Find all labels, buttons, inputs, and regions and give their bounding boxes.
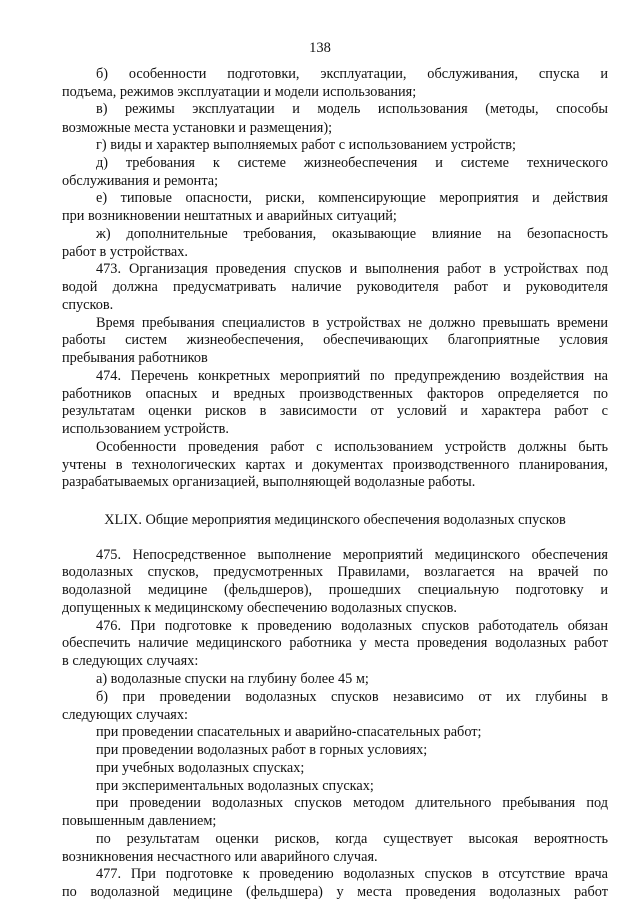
text-line: работ в устройствах. xyxy=(62,244,188,260)
page-number: 138 xyxy=(309,40,331,56)
text-line: при экспериментальных водолазных спусках; xyxy=(96,778,374,794)
text-line: работы систем жизнеобеспечения, обеспечивающих благоприятные условия xyxy=(62,332,608,348)
text-line: ж) дополнительные требования, оказывающие влияние на безопасность xyxy=(96,226,608,242)
text-line: результатам оценки рисков в зависимости от условий и характера работ с xyxy=(62,403,608,419)
text-line: возникновения несчастного или аварийного случая. xyxy=(62,849,378,865)
text-line: при учебных водолазных спусках; xyxy=(96,760,305,776)
text-line: учтены в технологических картах и документах производственного планирования, xyxy=(62,457,608,473)
text-line: Особенности проведения работ с использованием устройств должны быть xyxy=(96,439,608,455)
text-line: при проведении спасательных и аварийно-спасательных работ; xyxy=(96,724,482,740)
text-line: д) требования к системе жизнеобеспечения и системе технического xyxy=(96,155,608,171)
text-line: б) при проведении водолазных спусков независимо от их глубины в xyxy=(96,689,608,705)
text-line: при проведении водолазных работ в горных условиях; xyxy=(96,742,428,758)
text-line: разрабатываемых организацией, выполняющей водолазные работы. xyxy=(62,474,476,490)
text-line: г) виды и характер выполняемых работ с использованием устройств; xyxy=(96,137,517,153)
text-line: б) особенности подготовки, эксплуатации, обслуживания, спуска и xyxy=(96,66,608,82)
text-line: по водолазной медицине (фельдшера) у места проведения водолазных работ xyxy=(62,884,608,900)
text-line: возможные места установки и размещения); xyxy=(62,120,333,136)
text-line: повышенным давлением; xyxy=(62,813,217,829)
text-line: обеспечить наличие медицинского работника у места проведения водолазных работ xyxy=(62,635,608,651)
text-line: пребывания работников xyxy=(62,350,208,366)
text-line: е) типовые опасности, риски, компенсирующие мероприятия и действия xyxy=(96,190,608,206)
text-line: следующих случаях: xyxy=(62,707,188,723)
text-line: работников опасных и вредных производственных факторов определяется по xyxy=(62,386,608,402)
text-line: обслуживания и ремонта; xyxy=(62,173,219,189)
text-line: 475. Непосредственное выполнение мероприятий медицинского обеспечения xyxy=(96,547,608,563)
text-line: допущенных к медицинскому обеспечению водолазных спусков. xyxy=(62,600,457,616)
text-line: водой должна предусматривать наличие руководителя работ и руководителя xyxy=(62,279,608,295)
text-line: подъема, режимов эксплуатации и модели использования; xyxy=(62,84,417,100)
text-line: 474. Перечень конкретных мероприятий по предупреждению воздействия на xyxy=(96,368,608,384)
text-line: в) режимы эксплуатации и модель использования (методы, способы xyxy=(96,101,608,117)
text-line: водолазной медицине (фельдшеров), прошедших специальную подготовку и xyxy=(62,582,608,598)
text-line: а) водолазные спуски на глубину более 45 м; xyxy=(96,671,369,687)
section-heading: XLIX. Общие мероприятия медицинского обеспечения водолазных спусков xyxy=(104,512,566,528)
text-line: спусков. xyxy=(62,297,114,313)
text-line: 477. При подготовке к проведению водолазных спусков в отсутствие врача xyxy=(96,866,608,882)
text-line: использованием устройств. xyxy=(62,421,229,437)
text-line: при возникновении нештатных и аварийных ситуаций; xyxy=(62,208,397,224)
text-line: при проведении водолазных спусков методом длительного пребывания под xyxy=(96,795,608,811)
text-line: по результатам оценки рисков, когда существует высокая вероятность xyxy=(96,831,608,847)
text-line: водолазных спусков, предусмотренных Правилами, возлагается на врачей по xyxy=(62,564,608,580)
text-line: в следующих случаях: xyxy=(62,653,199,669)
text-line: 476. При подготовке к проведению водолазных спусков работодатель обязан xyxy=(96,618,608,634)
text-line: Время пребывания специалистов в устройствах не должно превышать времени xyxy=(96,315,608,331)
text-line: 473. Организация проведения спусков и выполнения работ в устройствах под xyxy=(96,261,608,277)
